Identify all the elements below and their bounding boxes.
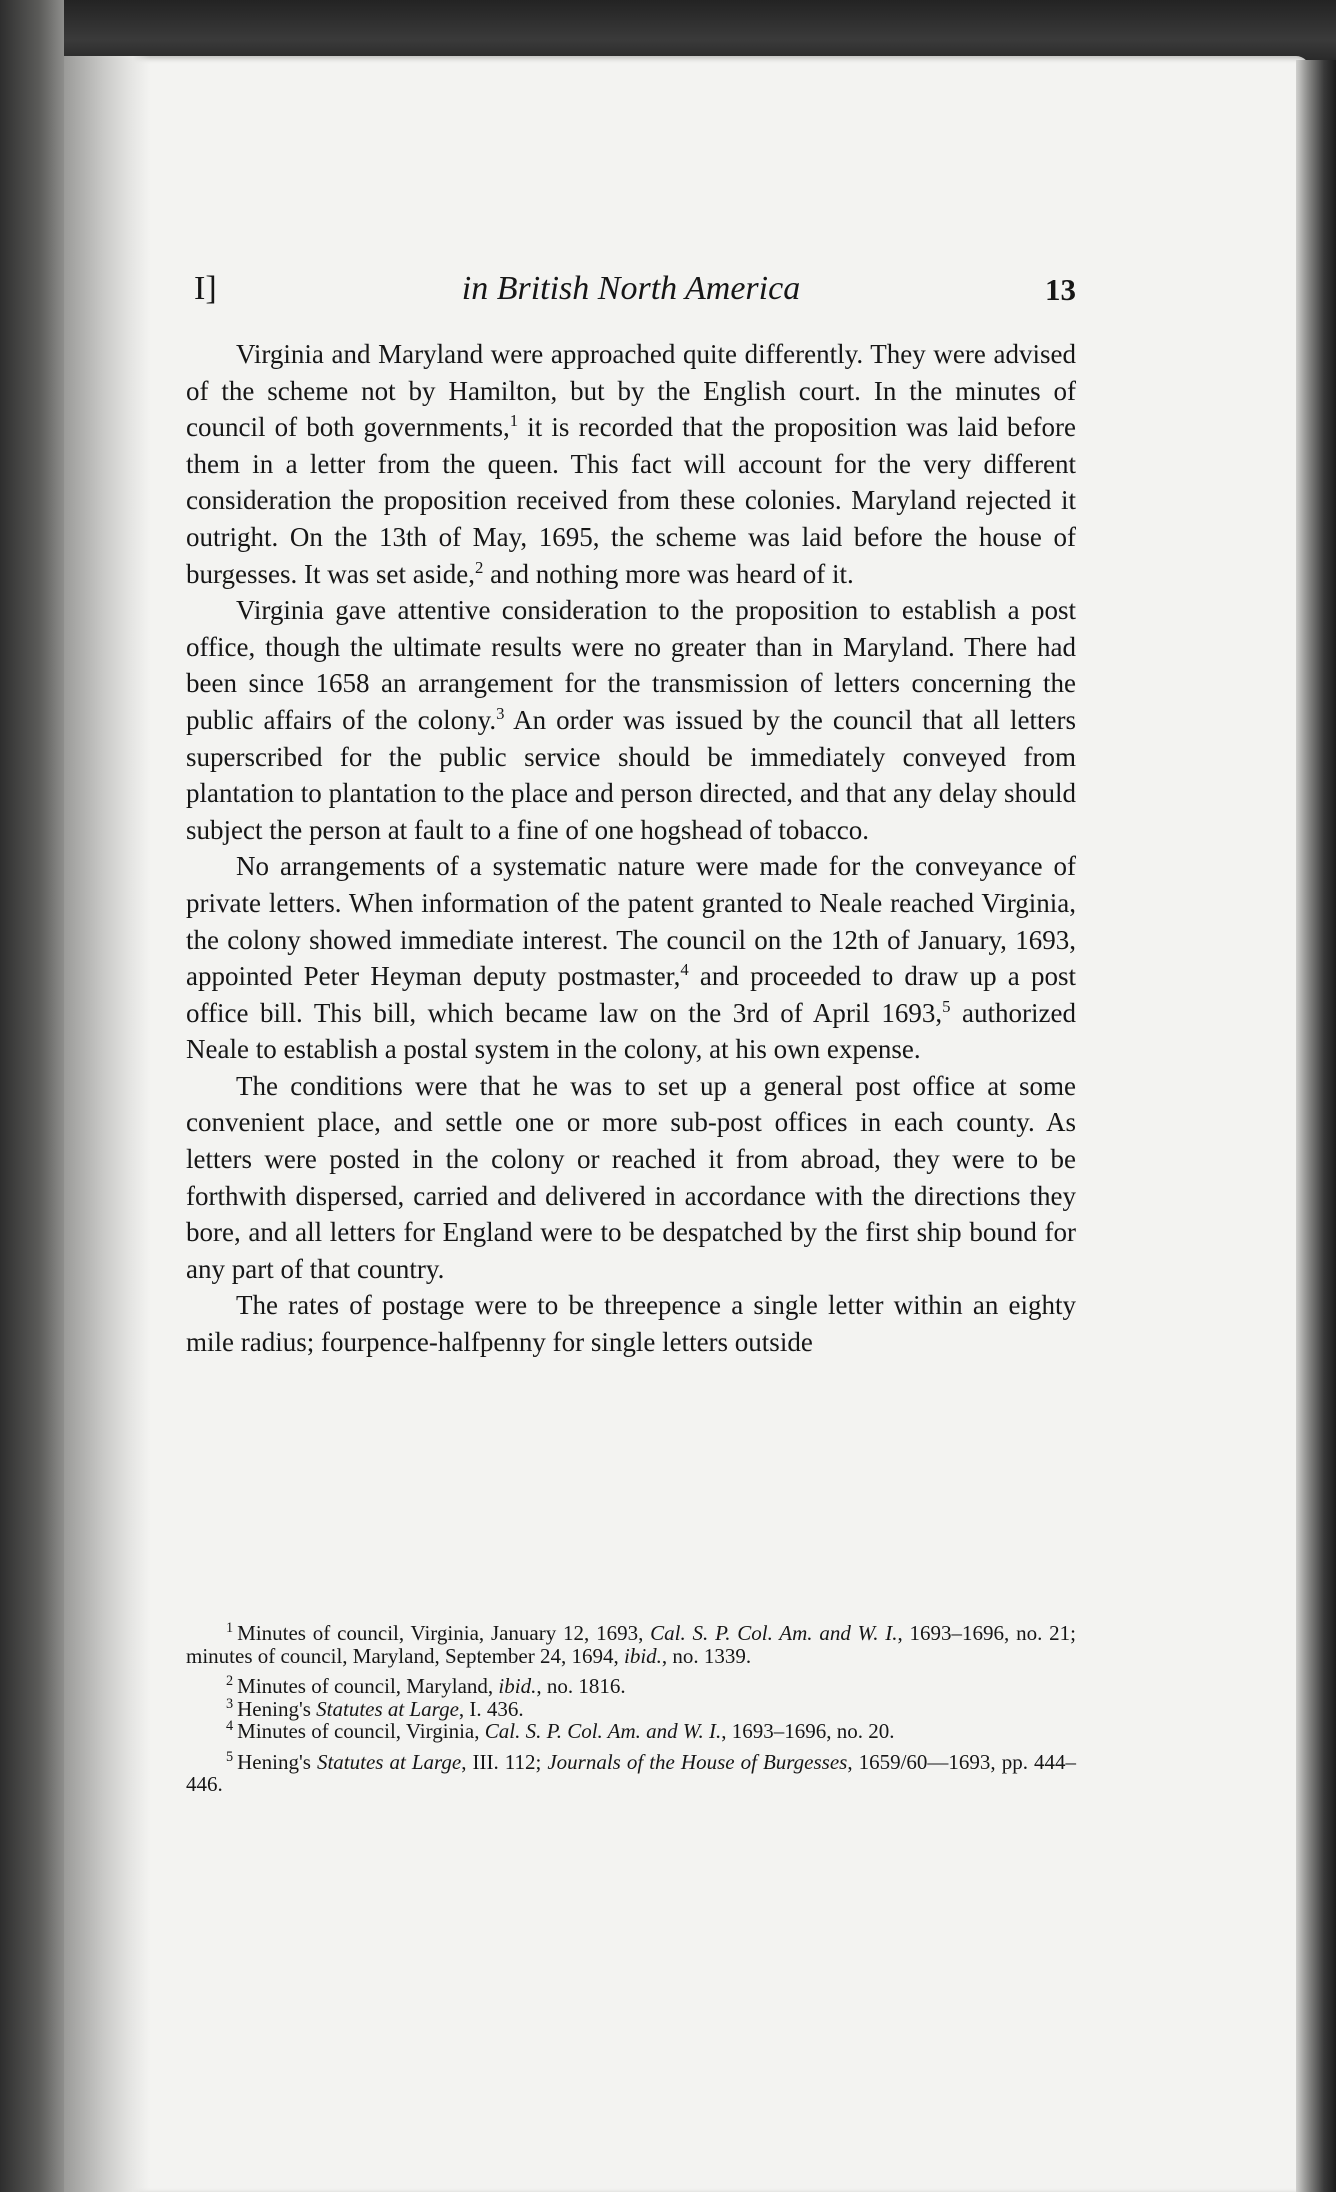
paragraph: The conditions were that he was to set up a general post office at some convenient place, and settle one or more sub-post offices in each county. As letters were posted in the colony or reached it from abroad, they were to be forthwith dispersed, carried and delivered in accordance with the directions they bore, and all letters for England were to be despatched by the first ship bound for any part of that country.: [186, 1070, 1076, 1284]
footnote-number: 3: [226, 1695, 234, 1712]
paragraph: [186, 592, 1076, 848]
footnote-citation: Cal. S. P. Col. Am. and W. I.: [650, 1621, 898, 1645]
footnote-text: , no. 1816.: [536, 1674, 626, 1698]
paragraph: The rates of postage were to be threepence a single letter within an eighty mile radius; fourpence-halfpenny for single letters outside: [186, 1290, 1076, 1358]
paragraph: [186, 848, 1076, 1068]
footnote-text: , 1693–1696, no. 21; minutes of council, Maryland, September 24, 1694,: [186, 1621, 1076, 1668]
text-segment: and proceeded to draw up a post office bill. This bill, which became law on the 3rd of April 1693,: [186, 961, 1076, 1028]
facing-page-edge: [0, 0, 64, 2192]
footnote: [186, 1748, 1076, 1796]
footnote-citation: Cal. S. P. Col. Am. and W. I.: [484, 1719, 722, 1743]
body-text: [186, 336, 1076, 1361]
footnote-reference[interactable]: 5: [942, 996, 951, 1016]
footnotes: [186, 1622, 1076, 1796]
footnote-text: Minutes of council, Virginia, January 12, 1693,: [237, 1621, 651, 1645]
footnote-citation: ibid.: [498, 1674, 537, 1698]
footnote-reference[interactable]: 3: [496, 703, 505, 723]
footnote: [186, 1675, 1076, 1698]
footnote-citation: Journals of the House of Burgesses: [547, 1749, 848, 1774]
footnote-text: Hening's: [237, 1749, 317, 1774]
footnote-text: , III. 112;: [461, 1749, 548, 1774]
text-segment: No arrangements of a systematic nature were made for the conveyance of private letters. When information of the patent granted to Neale reached Virginia, the colony showed immediate interest. The council on the 12th of January, 1693, appointed Peter Heyman deputy postmaster,: [186, 851, 1076, 992]
page-number: 13: [1045, 272, 1076, 307]
text-segment: and nothing more was heard of it.: [483, 558, 854, 589]
footnote-text: , no. 1339.: [661, 1643, 752, 1668]
paragraph: [186, 336, 1076, 592]
footnote-number: 4: [226, 1718, 234, 1734]
footnote: [186, 1695, 1076, 1721]
footnote-reference[interactable]: 1: [509, 411, 519, 431]
text-segment: Virginia gave attentive consideration to the proposition to establish a post office, though the ultimate results were no greater than in Maryland. There had been since 1658 an arrangement for the transmission of letters concerning the public affairs of the colony.: [186, 595, 1076, 735]
chapter-number: I]: [194, 270, 217, 307]
text-segment: it is recorded that the proposition was laid before them in a letter from the queen. This fact will account for the very different consideration the proposition received from these colonies. Maryland rejected it outright. On the 13th of May, 1695, the scheme was laid before the house of burgesses. It was set aside,: [186, 412, 1076, 589]
text-segment: An order was issued by the council that all letters superscribed for the public service should be immediately conveyed from plantation to plantation to the place and person directed, and that any delay should subject the person at fault to a fine of one hogshead of tobacco.: [186, 704, 1076, 845]
footnote-number: 5: [226, 1748, 234, 1765]
running-title: in British North America: [461, 270, 801, 307]
page-fore-edge: [1296, 60, 1336, 2192]
footnote: [186, 1720, 1076, 1743]
footnote-number: 1: [226, 1620, 234, 1636]
footnote-reference[interactable]: 4: [680, 960, 689, 980]
text-segment: authorized Neale to establish a postal system in the colony, at his own expense.: [186, 997, 1076, 1065]
text-segment: Virginia and Maryland were approached quite differently. They were advised of the scheme not by Hamilton, but by the English court. In the minutes of council of both governments,: [186, 339, 1076, 443]
footnote-number: 2: [226, 1673, 234, 1689]
footnote-text: , I. 436.: [458, 1696, 524, 1721]
footnote-text: , 1693–1696, no. 20.: [721, 1719, 895, 1743]
running-head: [186, 270, 1076, 320]
footnote-citation: Statutes at Large: [316, 1749, 462, 1774]
binding-gutter-shadow: [64, 56, 150, 2192]
footnote-text: Minutes of council, Maryland,: [237, 1674, 499, 1698]
footnote-reference[interactable]: 2: [474, 557, 484, 577]
footnote-text: , 1659/60—1693, pp. 444–446.: [186, 1749, 1076, 1796]
footnote-citation: ibid.: [624, 1643, 662, 1668]
footnote: [186, 1622, 1076, 1667]
footnote-text: Minutes of council, Virginia,: [237, 1719, 485, 1743]
footnote-citation: Statutes at Large: [316, 1696, 459, 1721]
footnote-text: Hening's: [237, 1696, 317, 1721]
